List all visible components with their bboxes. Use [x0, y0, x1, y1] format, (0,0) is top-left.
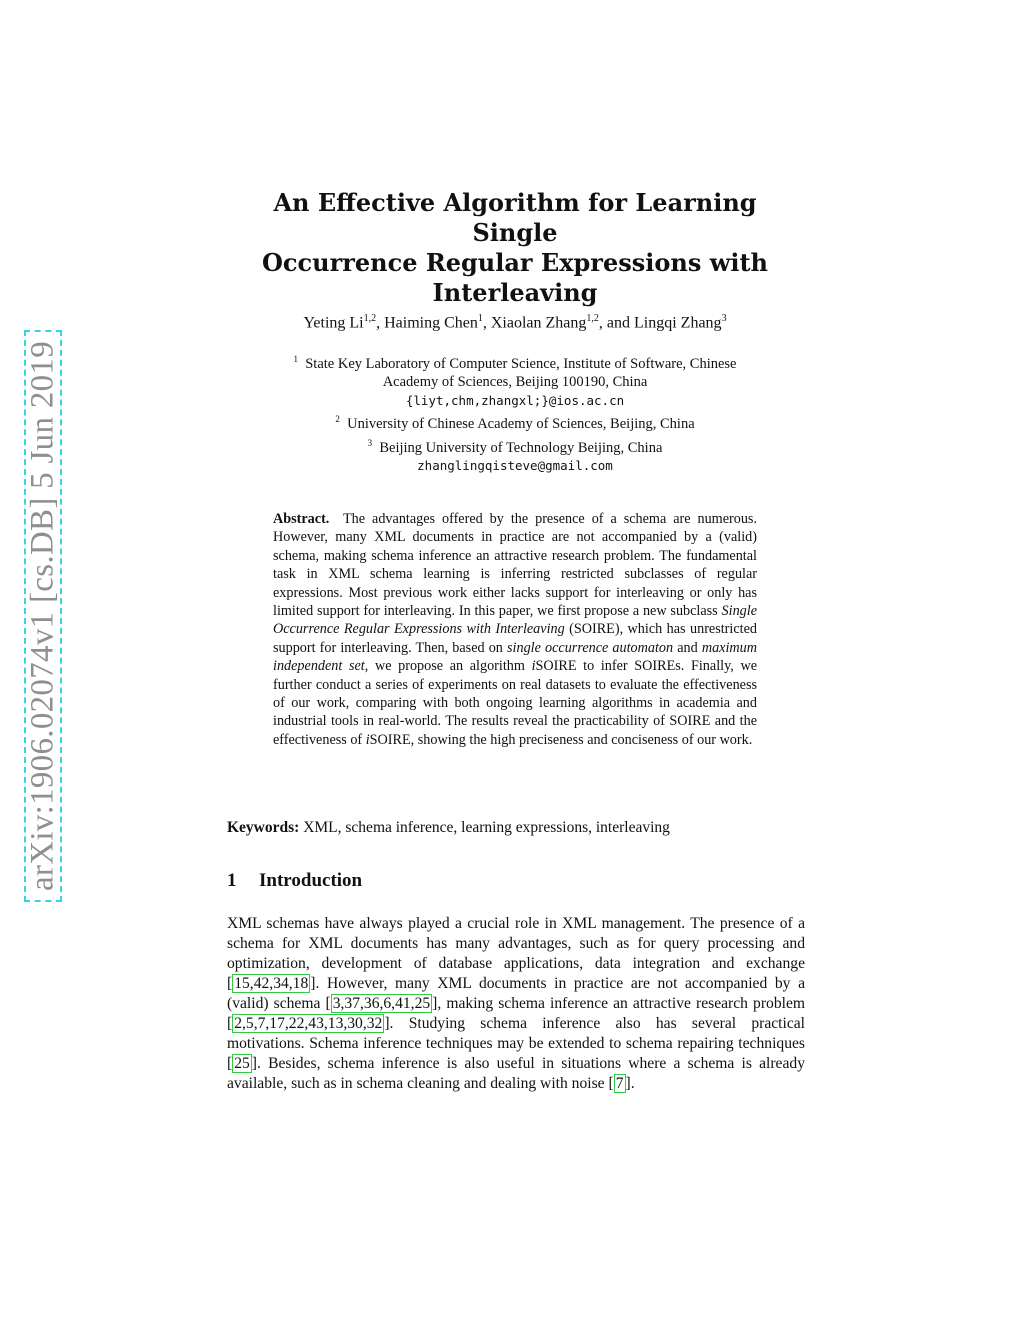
section-number: 1: [227, 870, 237, 891]
abstract-emphasis: i: [531, 658, 536, 675]
body-text: . However, many XML documents in practice are not accompanied by a (valid) schema: [227, 975, 805, 1012]
author-list: [230, 313, 800, 332]
body-text: .: [630, 1075, 635, 1092]
affil-mark: 3: [367, 437, 373, 448]
title-line-2: Occurrence Regular Expressions with: [261, 248, 768, 277]
affil-text: University of Chinese Academy of Sciences, Beijing, China: [347, 416, 695, 433]
citation-link[interactable]: 15,42,34,18: [234, 975, 309, 992]
abstract-text: (SOIRE), which has unrestricted support for interleaving. Then, based on: [273, 621, 757, 656]
arxiv-identifier: arXiv:1906.02074v1 [cs.DB] 5 Jun 2019: [24, 340, 61, 892]
section-heading: [227, 870, 807, 892]
affiliation-1: [230, 350, 800, 373]
affiliation-3-email[interactable]: zhanglingqisteve@gmail.com: [417, 457, 613, 473]
author-name: Yeting Li: [303, 314, 364, 332]
author-name: Haiming Chen: [384, 314, 478, 332]
abstract-text: , we propose an algorithm: [364, 658, 532, 675]
abstract-text: SOIRE, showing the high preciseness and conciseness of our work.: [369, 731, 753, 748]
abstract-emphasis: single occurrence automaton: [507, 639, 674, 656]
author-affil-mark: 3: [721, 313, 727, 324]
citation-link[interactable]: 25: [234, 1055, 250, 1072]
title-line-3: Interleaving: [432, 278, 598, 307]
affiliation-3: [230, 434, 800, 457]
abstract-label: Abstract.: [273, 511, 330, 527]
paper-title: [230, 188, 800, 308]
affil-text: State Key Laboratory of Computer Science, Institute of Software, Chinese: [305, 355, 737, 372]
affil-text: Beijing University of Technology Beijing, China: [379, 439, 663, 456]
citation-link[interactable]: 7: [615, 1075, 624, 1092]
author-separator: ,: [376, 314, 385, 332]
abstract-text: and: [673, 639, 702, 656]
body-text: , making schema inference an attractive research problem: [437, 995, 806, 1012]
author-affil-mark: 1,2: [363, 313, 377, 324]
abstract-emphasis: maximum independent set: [273, 639, 757, 675]
abstract-emphasis: i: [365, 731, 370, 748]
affiliation-1-email[interactable]: {liyt,chm,zhangxl;}@ios.ac.cn: [405, 392, 625, 408]
author-name: Lingqi Zhang: [634, 314, 722, 332]
section-title: Introduction: [259, 870, 363, 891]
arxiv-stamp: [24, 330, 62, 902]
author-name: Xiaolan Zhang: [490, 314, 587, 332]
keywords-label: Keywords:: [227, 819, 300, 836]
affiliation-2: [230, 410, 800, 433]
author-separator: ,: [482, 314, 491, 332]
abstract-text: The advantages offered by the presence of a schema are numerous. However, many XML documents in practice are not accompanied by a (valid) schema, making schema inference an attractive research problem. The fundamental task in XML schema learning is inferring restricted subclasses of regular expressions. Most previous work either lacks support for interleaving or only has limited support for interleaving. In this paper, we first propose a new subclass: [273, 511, 757, 620]
citation-link[interactable]: 2,5,7,17,22,43,13,30,32: [234, 1015, 383, 1032]
author-separator: , and: [598, 314, 635, 332]
affiliations: [230, 350, 800, 475]
affil-mark: 2: [335, 414, 340, 425]
affil-mark: 1: [293, 354, 298, 364]
body-text: XML schemas have always played a crucial role in XML management. The presence of a schema for XML documents has many advantages, such as for query processing and optimization, development of database applications, data integration and exchange: [227, 915, 805, 972]
title-line-1: An Effective Algorithm for Learning Single: [273, 188, 757, 247]
keywords-text: XML, schema inference, learning expressions, interleaving: [299, 819, 670, 836]
author-affil-mark: 1,2: [586, 313, 599, 324]
body-text: . Studying schema inference also has several practical motivations. Schema inference techniques may be extended to schema repairing techniques: [227, 1015, 805, 1052]
citation-link[interactable]: 3,37,36,6,41,25: [332, 995, 431, 1012]
affiliation-1-cont: Academy of Sciences, Beijing 100190, China: [382, 374, 648, 391]
abstract-text: SOIRE to infer SOIREs. Finally, we further conduct a series of experiments on real datasets to evaluate the effectiveness of our work, comparing with both ongoing learning algorithms in academia and industrial tools in real-world. The results reveal the practicability of SOIRE and the effectiveness of: [273, 658, 757, 748]
author-affil-mark: 1: [477, 313, 483, 324]
keywords: [227, 819, 807, 837]
body-text: . Besides, schema inference is also useful in situations where a schema is already available, such as in schema cleaning and dealing with noise: [227, 1055, 805, 1092]
abstract: [273, 510, 757, 749]
introduction-paragraph: XML schemas have always played a crucial role in XML management. The presence of a schema for XML documents has many advantages, such as for query processing and optimization, development of database applications, data integration and exchange [ 15,42,34,18 ]. However, many XML documents in practice are not accompanied by a (valid) schema [ 3,37,36,6,41,25 ], making schema inference an attractive research problem [ 2,5,7,17,22,43,13,30,32 ]. Studying schema inference also has several practical motivations. Schema inference techniques may be extended to schema repairing techniques [ 25 ]. Besides, schema inference is also useful in situations where a schema is already available, such as in schema cleaning and dealing with noise [ 7 ].: [227, 915, 806, 1092]
abstract-emphasis: Single Occurrence Regular Expressions with Interleaving: [273, 603, 757, 638]
